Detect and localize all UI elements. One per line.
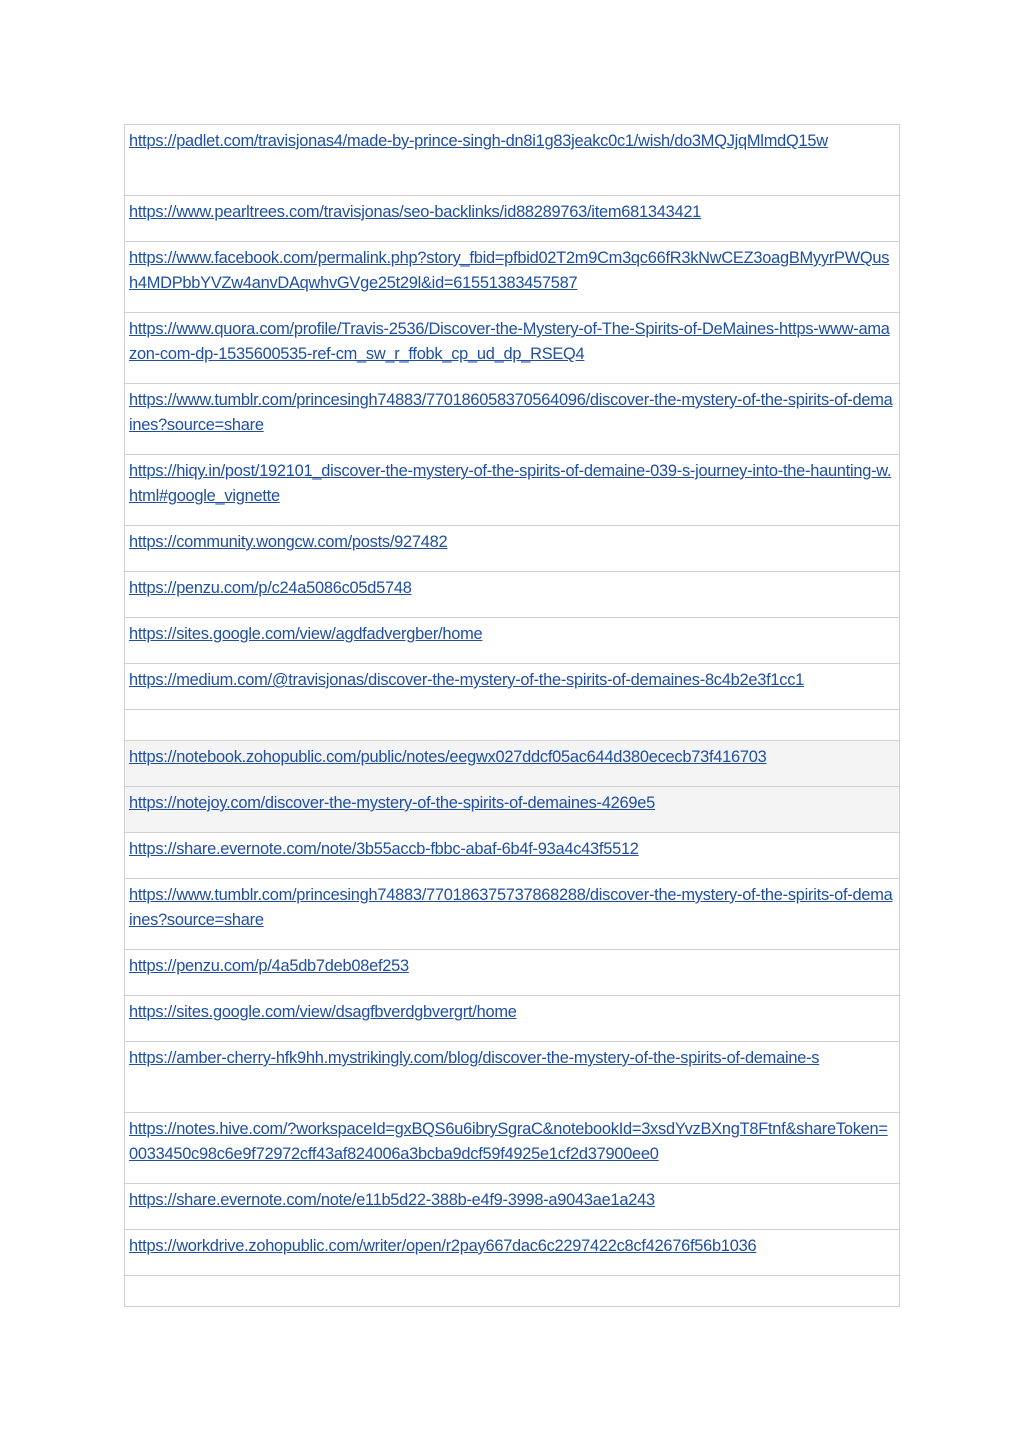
link-hiqy[interactable]: https://hiqy.in/post/192101_discover-the-mystery-of-the-spirits-of-demaine-039-s-journey-into-the-haunting-w.html#google_vignette xyxy=(129,462,892,505)
link-facebook[interactable]: https://www.facebook.com/permalink.php?story_fbid=pfbid02T2m9Cm3qc66fR3kNwCEZ3oagBMyyrPWQush4MDPbbYVZw4anvDAqwhvGVge25t29l&id=61551383457587 xyxy=(129,249,890,292)
table-row xyxy=(125,455,900,526)
table-row xyxy=(125,833,900,879)
table-cell xyxy=(125,125,900,196)
link-quora[interactable]: https://www.quora.com/profile/Travis-2536/Discover-the-Mystery-of-The-Spirits-of-DeMaines-https-www-amazon-com-dp-1535600535-ref-cm_sw_r_ffobk_cp_ud_dp_RSEQ4 xyxy=(129,320,890,363)
link-hive-notes[interactable]: https://notes.hive.com/?workspaceId=gxBQS6u6ibrySgraC&notebookId=3xsdYvzBXngT8Ftnf&shareToken=0033450c98c6e9f72972cff43af824006a3bcba9dcf59f4925e1cf2d37900ee0 xyxy=(129,1120,888,1163)
link-evernote-2[interactable]: https://share.evernote.com/note/e11b5d22-388b-e4f9-3998-a9043ae1a243 xyxy=(129,1191,655,1209)
table-row xyxy=(125,526,900,572)
table-cell xyxy=(125,526,900,572)
link-penzu-2[interactable]: https://penzu.com/p/4a5db7deb08ef253 xyxy=(129,957,409,975)
table-cell xyxy=(125,1113,900,1184)
table-row xyxy=(125,618,900,664)
table-row xyxy=(125,787,900,833)
table-row xyxy=(125,996,900,1042)
table-row xyxy=(125,1042,900,1113)
table-row xyxy=(125,664,900,710)
table-cell xyxy=(125,879,900,950)
table-cell xyxy=(125,664,900,710)
table-row xyxy=(125,196,900,242)
link-padlet[interactable]: https://padlet.com/travisjonas4/made-by-prince-singh-dn8i1g83jeakc0c1/wish/do3MQJjqMlmdQ15w xyxy=(129,132,828,150)
table-cell xyxy=(125,741,900,787)
table-cell xyxy=(125,455,900,526)
table-cell xyxy=(125,313,900,384)
link-penzu-1[interactable]: https://penzu.com/p/c24a5086c05d5748 xyxy=(129,579,412,597)
table-cell xyxy=(125,950,900,996)
table-cell xyxy=(125,196,900,242)
link-evernote-1[interactable]: https://share.evernote.com/note/3b55accb-fbbc-abaf-6b4f-93a4c43f5512 xyxy=(129,840,639,858)
table-cell xyxy=(125,618,900,664)
table-cell xyxy=(125,787,900,833)
link-google-sites-1[interactable]: https://sites.google.com/view/agdfadvergber/home xyxy=(129,625,483,643)
table-row xyxy=(125,384,900,455)
link-google-sites-2[interactable]: https://sites.google.com/view/dsagfbverdgbvergrt/home xyxy=(129,1003,517,1021)
link-tumblr-1[interactable]: https://www.tumblr.com/princesingh74883/770186058370564096/discover-the-mystery-of-the-spirits-of-demaines?source=share xyxy=(129,391,893,434)
link-zoho-notebook[interactable]: https://notebook.zohopublic.com/public/notes/eegwx027ddcf05ac644d380ececb73f416703 xyxy=(129,748,767,766)
table-row xyxy=(125,879,900,950)
table-row xyxy=(125,1113,900,1184)
table-cell xyxy=(125,572,900,618)
link-pearltrees[interactable]: https://www.pearltrees.com/travisjonas/seo-backlinks/id88289763/item681343421 xyxy=(129,203,702,221)
link-medium[interactable]: https://medium.com/@travisjonas/discover-the-mystery-of-the-spirits-of-demaines-8c4b2e3f1cc1 xyxy=(129,671,805,689)
table-cell xyxy=(125,384,900,455)
empty-row xyxy=(125,710,900,741)
links-table xyxy=(124,124,900,1307)
table-cell xyxy=(125,710,900,741)
link-strikingly[interactable]: https://amber-cherry-hfk9hh.mystrikingly.com/blog/discover-the-mystery-of-the-spirits-of-demaine-s xyxy=(129,1049,820,1067)
table-row xyxy=(125,741,900,787)
link-notejoy[interactable]: https://notejoy.com/discover-the-mystery-of-the-spirits-of-demaines-4269e5 xyxy=(129,794,655,812)
link-tumblr-2[interactable]: https://www.tumblr.com/princesingh74883/770186375737868288/discover-the-mystery-of-the-spirits-of-demaines?source=share xyxy=(129,886,893,929)
table-row xyxy=(125,950,900,996)
table-row xyxy=(125,1184,900,1230)
table-row xyxy=(125,313,900,384)
table-cell xyxy=(125,1042,900,1113)
table-cell xyxy=(125,996,900,1042)
table-row xyxy=(125,572,900,618)
table-row xyxy=(125,242,900,313)
link-wongcw[interactable]: https://community.wongcw.com/posts/927482 xyxy=(129,533,448,551)
table-cell xyxy=(125,1230,900,1276)
table-row xyxy=(125,125,900,196)
table-row xyxy=(125,1230,900,1276)
empty-row xyxy=(125,1276,900,1307)
link-zoho-workdrive[interactable]: https://workdrive.zohopublic.com/writer/open/r2pay667dac6c2297422c8cf42676f56b1036 xyxy=(129,1237,757,1255)
table-cell xyxy=(125,1276,900,1307)
table-cell xyxy=(125,242,900,313)
table-cell xyxy=(125,833,900,879)
table-cell xyxy=(125,1184,900,1230)
